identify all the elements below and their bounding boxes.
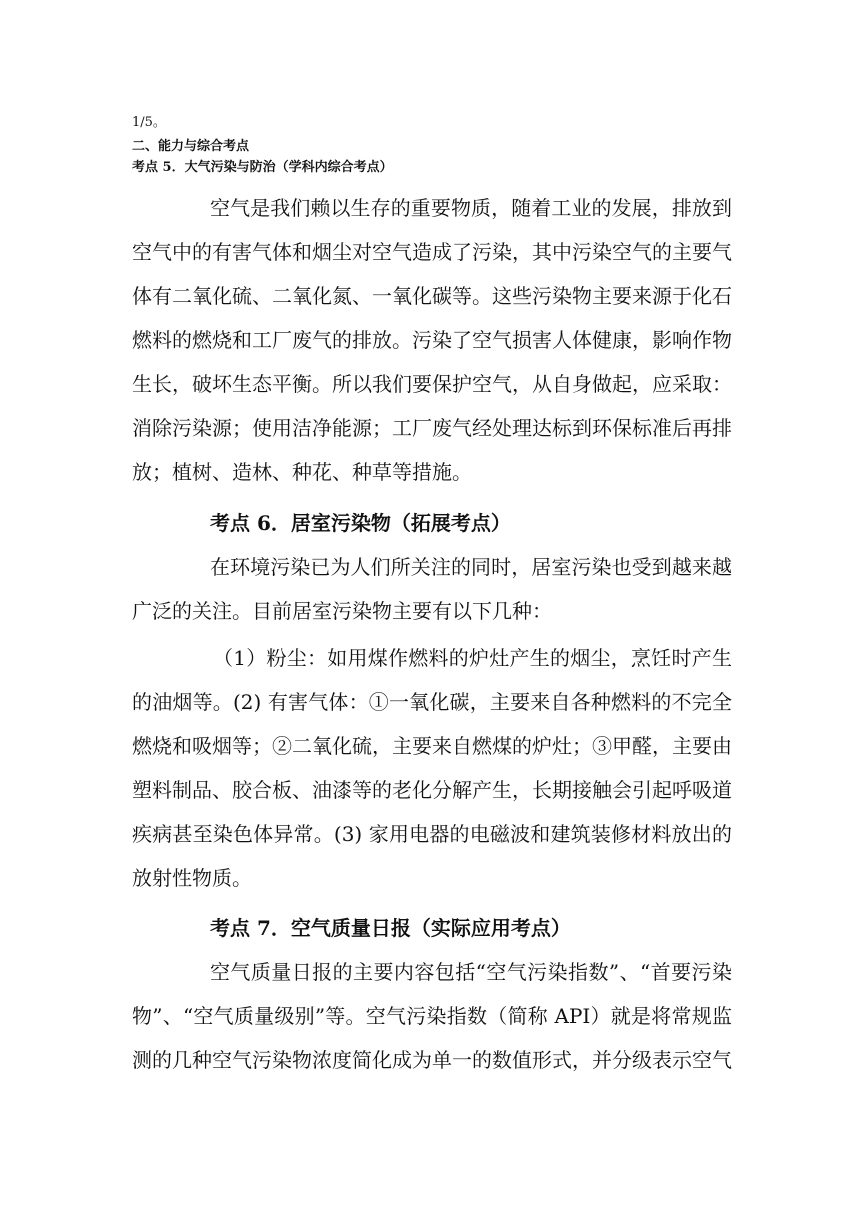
kp6-detail-line-3: 燃烧和吸烟等；②二氧化硫，主要来自燃煤的炉灶；③甲醛，主要由 <box>132 734 732 758</box>
kp6-detail-line-4: 塑料制品、胶合板、油漆等的老化分解产生，长期接触会引起呼吸道 <box>132 778 732 802</box>
kp6-heading: 考点 6．居室污染物（拓展考点） <box>210 511 511 535</box>
kp7-heading: 考点 7．空气质量日报（实际应用考点） <box>210 916 571 940</box>
kp7-line-3: 测的几种空气污染物浓度简化成为单一的数值形式，并分级表示空气 <box>132 1048 732 1072</box>
kp5-line-3: 体有二氧化硫、二氧化氮、一氧化碳等。这些污染物主要来源于化石 <box>132 284 732 308</box>
top-fragment: 1/5。 <box>132 115 166 130</box>
kp5-line-4: 燃料的燃烧和工厂废气的排放。污染了空气损害人体健康，影响作物 <box>132 328 732 352</box>
kp5-heading: 考点 5．大气污染与防治（学科内综合考点） <box>132 160 393 175</box>
kp7-line-1: 空气质量日报的主要内容包括“空气污染指数”、“首要污染 <box>210 960 732 984</box>
kp5-line-6: 消除污染源；使用洁净能源；工厂废气经处理达标到环保标准后再排 <box>132 416 732 440</box>
kp6-detail-line-6: 放射性物质。 <box>132 866 252 890</box>
kp5-line-7: 放；植树、造林、种花、种草等措施。 <box>132 460 472 484</box>
kp6-intro-line-2: 广泛的关注。目前居室污染物主要有以下几种： <box>132 599 552 623</box>
kp5-line-2: 空气中的有害气体和烟尘对空气造成了污染，其中污染空气的主要气 <box>132 240 732 264</box>
kp5-line-1: 空气是我们赖以生存的重要物质，随着工业的发展，排放到 <box>210 196 732 220</box>
kp6-detail-line-2: 的油烟等。(2) 有害气体：①一氧化碳，主要来自各种燃料的不完全 <box>132 690 732 714</box>
kp6-detail-line-1: （1）粉尘：如用煤作燃料的炉灶产生的烟尘，烹饪时产生 <box>213 646 732 670</box>
section-title: 二、能力与综合考点 <box>132 139 250 154</box>
kp7-line-2: 物”、“空气质量级别”等。空气污染指数（简称 API）就是将常规监 <box>132 1004 732 1028</box>
kp6-detail-line-5: 疾病甚至染色体异常。(3) 家用电器的电磁波和建筑装修材料放出的 <box>132 822 732 846</box>
kp5-line-5: 生长，破坏生态平衡。所以我们要保护空气，从自身做起，应采取： <box>132 372 732 396</box>
kp6-intro-line-1: 在环境污染已为人们所关注的同时，居室污染也受到越来越 <box>210 555 732 579</box>
